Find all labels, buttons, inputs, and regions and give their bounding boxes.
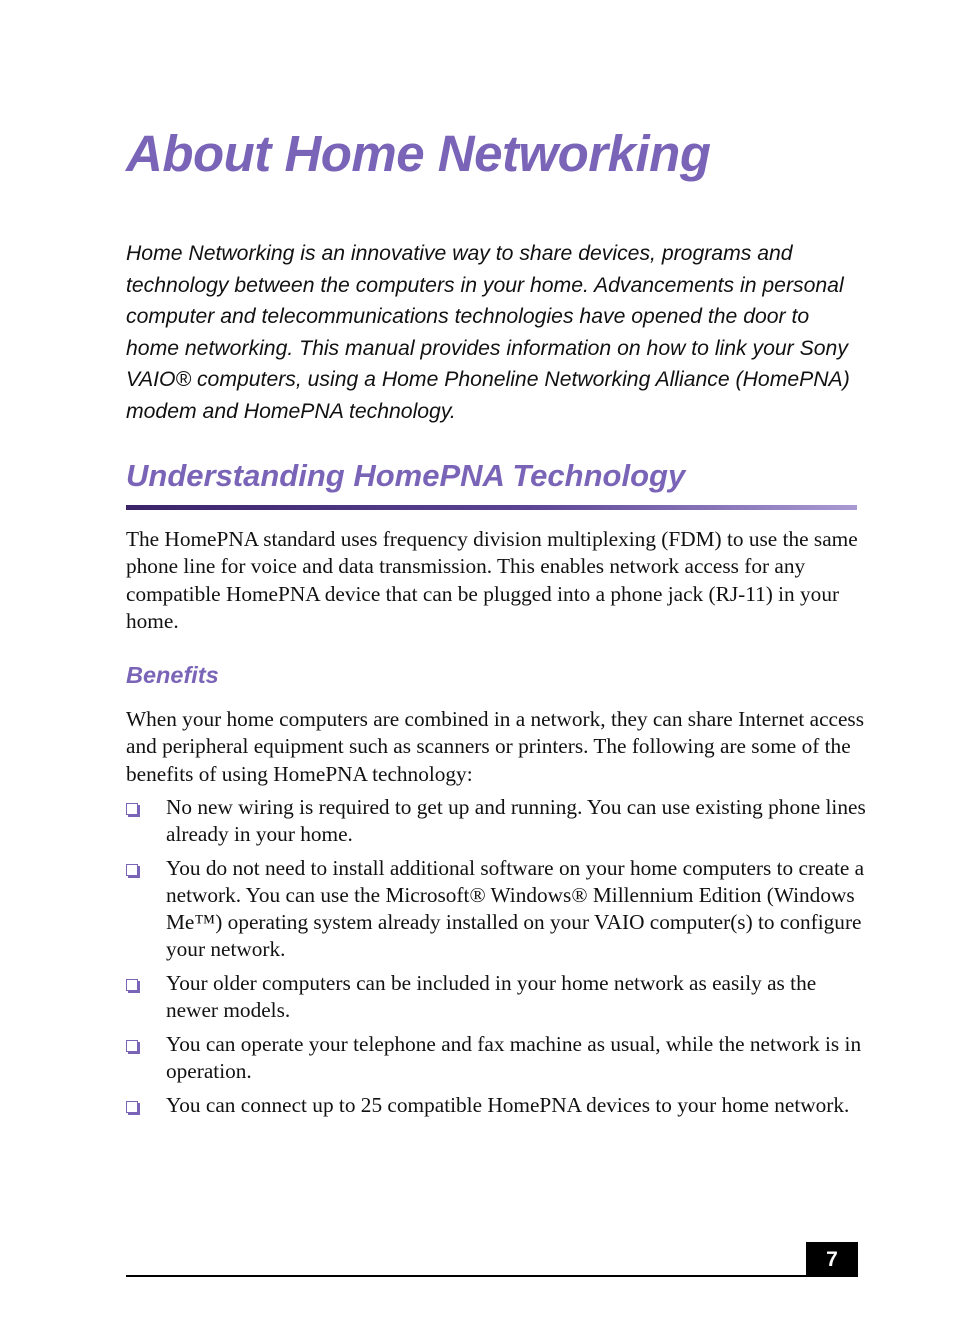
list-item [126,1031,866,1085]
checkbox-bullet-icon [126,864,138,876]
list-item-text: You do not need to install additional software on your home computers to create a network. You can use the Microsoft® Windows® Millennium Edition (Windows Me™) operating system already installed on your VAIO computer(s) to configure your network. [166,856,865,961]
benefits-paragraph: When your home computers are combined in a network, they can share Internet access and peripheral equipment such as scanners or printers. The following are some of the benefits of using HomePNA technology: [126,707,864,786]
list-item-text: No new wiring is required to get up and running. You can use existing phone lines already in your home. [166,795,866,846]
list-item [126,794,866,848]
page-title: About Home Networking [126,125,711,182]
checkbox-bullet-icon [126,803,138,815]
section-title: Understanding HomePNA Technology [126,458,686,493]
list-item-text: You can connect up to 25 compatible HomePNA devices to your home network. [166,1093,850,1117]
list-item-text: You can operate your telephone and fax machine as usual, while the network is in operation. [166,1032,862,1083]
intro-paragraph: Home Networking is an innovative way to share devices, programs and technology between the computers in your home. Advancements in personal computer and telecommunications technologies have opened the door to home networking. This manual provides information on how to link your Sony VAIO® computers, using a Home Phoneline Networking Alliance (HomePNA) modem and HomePNA technology. [126,242,850,423]
footer-divider [126,1275,857,1277]
section-divider [126,505,857,510]
list-item-text: Your older computers can be included in your home network as easily as the newer models. [166,971,817,1022]
list-item [126,970,866,1024]
benefits-title: Benefits [126,662,219,688]
page-number: 7 [806,1242,858,1277]
list-item [126,1092,866,1119]
checkbox-bullet-icon [126,979,138,991]
checkbox-bullet-icon [126,1101,138,1113]
section-paragraph: The HomePNA standard uses frequency division multiplexing (FDM) to use the same phone line for voice and data transmission. This enables network access for any compatible HomePNA device that can be plugged into a phone jack (RJ-11) in your home. [126,527,858,633]
list-item [126,855,866,963]
checkbox-bullet-icon [126,1040,138,1052]
benefits-list [126,794,866,1126]
